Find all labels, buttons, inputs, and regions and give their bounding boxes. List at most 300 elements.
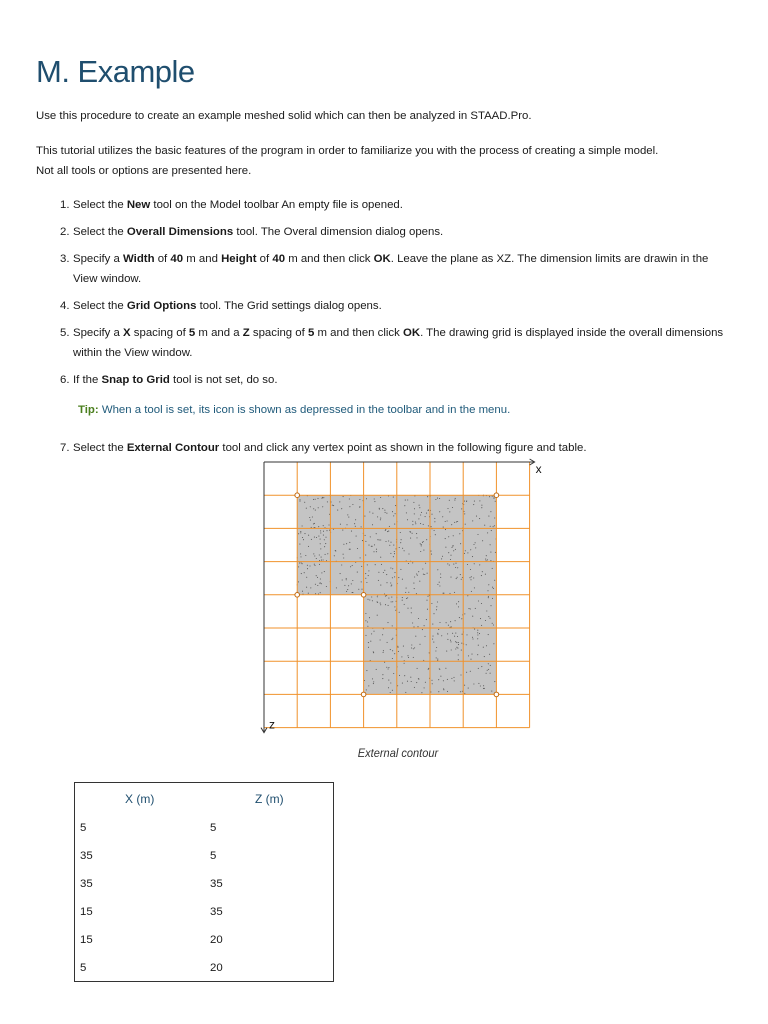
stipple-dot — [426, 539, 427, 540]
stipple-dot — [464, 553, 465, 554]
stipple-dot — [320, 543, 321, 544]
stipple-dot — [490, 673, 491, 674]
stipple-dot — [380, 497, 381, 498]
step-text: . Leave the plane as XZ. The dimension limits are drawin in the View window. — [73, 253, 709, 285]
step-text: of — [154, 253, 171, 265]
stipple-dot — [402, 597, 403, 598]
stipple-dot — [414, 513, 415, 514]
stipple-dot — [317, 498, 318, 499]
stipple-dot — [380, 519, 381, 520]
stipple-dot — [494, 580, 495, 581]
stipple-dot — [426, 513, 427, 514]
stipple-dot — [368, 570, 369, 571]
stipple-dot — [367, 564, 368, 565]
stipple-dot — [410, 538, 411, 539]
stipple-dot — [321, 557, 322, 558]
stipple-dot — [324, 571, 325, 572]
stipple-dot — [313, 523, 314, 524]
stipple-dot — [371, 596, 372, 597]
stipple-dot — [364, 680, 365, 681]
stipple-dot — [337, 510, 338, 511]
stipple-dot — [425, 682, 426, 683]
stipple-dot — [422, 542, 423, 543]
stipple-dot — [344, 585, 345, 586]
stipple-dot — [465, 524, 466, 525]
stipple-dot — [486, 610, 487, 611]
stipple-dot — [428, 525, 429, 526]
step-text: . The drawing grid is displayed inside the overall dimensions within the View window. — [73, 327, 724, 359]
stipple-dot — [384, 510, 385, 511]
stipple-dot — [472, 638, 473, 639]
stipple-dot — [473, 504, 474, 505]
stipple-dot — [391, 585, 392, 586]
stipple-dot — [488, 516, 489, 517]
stipple-dot — [310, 506, 311, 507]
stipple-dot — [411, 608, 412, 609]
stipple-dot — [304, 572, 305, 573]
stipple-dot — [446, 622, 447, 623]
stipple-dot — [402, 683, 403, 684]
stipple-dot — [380, 639, 381, 640]
stipple-dot — [466, 501, 467, 502]
stipple-dot — [405, 692, 406, 693]
stipple-dot — [435, 534, 436, 535]
x-axis-label: x — [535, 462, 542, 476]
stipple-dot — [359, 499, 360, 500]
stipple-dot — [482, 540, 483, 541]
stipple-dot — [390, 692, 391, 693]
stipple-dot — [475, 542, 476, 543]
stipple-dot — [361, 526, 362, 527]
stipple-dot — [490, 665, 491, 666]
stipple-dot — [388, 605, 389, 606]
z-column-header: Z (m) — [255, 792, 284, 806]
stipple-dot — [315, 584, 316, 585]
stipple-dot — [309, 517, 310, 518]
stipple-dot — [364, 516, 365, 517]
step-emphasis: 5 — [188, 327, 196, 339]
stipple-dot — [347, 589, 348, 590]
stipple-dot — [335, 550, 336, 551]
stipple-dot — [464, 685, 465, 686]
stipple-dot — [310, 587, 311, 588]
stipple-dot — [380, 557, 381, 558]
stipple-dot — [389, 526, 390, 527]
step-emphasis: 5 — [307, 327, 315, 339]
stipple-dot — [421, 544, 422, 545]
stipple-dot — [407, 681, 408, 682]
x-value-cell: 35 — [80, 850, 93, 862]
stipple-dot — [488, 597, 489, 598]
stipple-dot — [459, 617, 460, 618]
stipple-dot — [485, 620, 486, 621]
stipple-dot — [372, 546, 373, 547]
stipple-dot — [322, 506, 323, 507]
procedure-step — [36, 438, 726, 458]
stipple-dot — [323, 531, 324, 532]
stipple-dot — [365, 578, 366, 579]
x-column-header: X (m) — [125, 792, 155, 806]
stipple-dot — [315, 499, 316, 500]
stipple-dot — [467, 595, 468, 596]
stipple-dot — [434, 518, 435, 519]
stipple-dot — [456, 578, 457, 579]
step-emphasis: Overall Dimensions — [126, 226, 234, 238]
stipple-dot — [374, 498, 375, 499]
stipple-dot — [343, 557, 344, 558]
step-emphasis: OK — [373, 253, 391, 265]
stipple-dot — [412, 562, 413, 563]
stipple-dot — [372, 678, 373, 679]
stipple-dot — [318, 536, 319, 537]
stipple-dot — [402, 548, 403, 549]
stipple-dot — [398, 577, 399, 578]
stipple-dot — [441, 635, 442, 636]
stipple-dot — [455, 498, 456, 499]
stipple-dot — [458, 644, 459, 645]
stipple-dot — [470, 569, 471, 570]
stipple-dot — [373, 651, 374, 652]
stipple-dot — [377, 596, 378, 597]
stipple-dot — [412, 533, 413, 534]
stipple-dot — [414, 508, 415, 509]
stipple-dot — [445, 538, 446, 539]
stipple-dot — [327, 501, 328, 502]
stipple-dot — [492, 598, 493, 599]
stipple-dot — [384, 570, 385, 571]
stipple-dot — [492, 623, 493, 624]
stipple-dot — [368, 647, 369, 648]
stipple-dot — [298, 581, 299, 582]
stipple-dot — [476, 516, 477, 517]
stipple-dot — [458, 659, 459, 660]
stipple-dot — [388, 667, 389, 668]
stipple-dot — [490, 526, 491, 527]
step-emphasis: Z — [242, 327, 250, 339]
stipple-dot — [431, 603, 432, 604]
stipple-dot — [334, 555, 335, 556]
step-emphasis: OK — [402, 327, 421, 339]
stipple-dot — [461, 508, 462, 509]
stipple-dot — [428, 669, 429, 670]
stipple-dot — [445, 521, 446, 522]
stipple-dot — [413, 626, 414, 627]
stipple-dot — [489, 618, 490, 619]
stipple-dot — [462, 634, 463, 635]
stipple-dot — [351, 531, 352, 532]
stipple-dot — [493, 624, 494, 625]
stipple-dot — [376, 549, 377, 550]
stipple-dot — [324, 546, 325, 547]
stipple-dot — [424, 625, 425, 626]
step-number: 3. — [60, 253, 70, 265]
stipple-dot — [378, 580, 379, 581]
stipple-dot — [390, 682, 391, 683]
stipple-dot — [450, 559, 451, 560]
stipple-dot — [430, 551, 431, 552]
stipple-dot — [468, 655, 469, 656]
step-text: If the — [73, 374, 102, 386]
stipple-dot — [412, 521, 413, 522]
stipple-dot — [401, 539, 402, 540]
stipple-dot — [365, 535, 366, 536]
stipple-dot — [307, 568, 308, 569]
stipple-dot — [349, 498, 350, 499]
stipple-dot — [399, 612, 400, 613]
stipple-dot — [383, 650, 384, 651]
stipple-dot — [449, 500, 450, 501]
stipple-dot — [355, 526, 356, 527]
stipple-dot — [437, 633, 438, 634]
stipple-dot — [316, 558, 317, 559]
stipple-dot — [317, 577, 318, 578]
stipple-dot — [428, 509, 429, 510]
stipple-dot — [320, 548, 321, 549]
stipple-dot — [400, 532, 401, 533]
stipple-dot — [342, 579, 343, 580]
stipple-dot — [451, 626, 452, 627]
stipple-dot — [326, 530, 327, 531]
stipple-dot — [443, 593, 444, 594]
stipple-dot — [435, 499, 436, 500]
stipple-dot — [469, 577, 470, 578]
stipple-dot — [436, 657, 437, 658]
stipple-dot — [300, 556, 301, 557]
stipple-dot — [434, 530, 435, 531]
stipple-dot — [299, 544, 300, 545]
stipple-dot — [414, 588, 415, 589]
stipple-dot — [333, 505, 334, 506]
stipple-dot — [485, 559, 486, 560]
stipple-dot — [366, 689, 367, 690]
step-number: 4. — [60, 300, 70, 312]
contour-grid-diagram — [252, 456, 552, 742]
stipple-dot — [439, 511, 440, 512]
stipple-dot — [319, 554, 320, 555]
stipple-dot — [479, 500, 480, 501]
step-text: of — [256, 253, 273, 265]
stipple-dot — [324, 539, 325, 540]
stipple-dot — [357, 572, 358, 573]
stipple-dot — [491, 691, 492, 692]
stipple-dot — [440, 573, 441, 574]
stipple-dot — [457, 577, 458, 578]
stipple-dot — [392, 577, 393, 578]
stipple-dot — [414, 576, 415, 577]
stipple-dot — [480, 618, 481, 619]
stipple-dot — [431, 680, 432, 681]
stipple-dot — [461, 643, 462, 644]
stipple-dot — [439, 498, 440, 499]
stipple-dot — [404, 505, 405, 506]
stipple-dot — [343, 496, 344, 497]
stipple-dot — [314, 555, 315, 556]
stipple-dot — [490, 560, 491, 561]
x-value-cell: 5 — [80, 822, 87, 834]
stipple-dot — [485, 574, 486, 575]
stipple-dot — [381, 564, 382, 565]
stipple-dot — [439, 585, 440, 586]
stipple-dot — [346, 543, 347, 544]
stipple-dot — [437, 601, 438, 602]
stipple-dot — [370, 641, 371, 642]
stipple-dot — [314, 537, 315, 538]
stipple-dot — [389, 545, 390, 546]
stipple-dot — [387, 622, 388, 623]
stipple-dot — [395, 505, 396, 506]
stipple-dot — [492, 568, 493, 569]
stipple-dot — [388, 598, 389, 599]
stipple-dot — [368, 545, 369, 546]
stipple-dot — [464, 613, 465, 614]
stipple-dot — [451, 524, 452, 525]
stipple-dot — [371, 633, 372, 634]
stipple-dot — [377, 539, 378, 540]
stipple-dot — [380, 604, 381, 605]
stipple-dot — [453, 535, 454, 536]
stipple-dot — [455, 620, 456, 621]
stipple-dot — [455, 633, 456, 634]
step-emphasis: Height — [221, 253, 257, 265]
stipple-dot — [418, 678, 419, 679]
step-number: 6. — [60, 374, 70, 386]
stipple-dot — [359, 506, 360, 507]
stipple-dot — [386, 574, 387, 575]
step-emphasis: Width — [123, 253, 155, 265]
stipple-dot — [314, 564, 315, 565]
stipple-dot — [419, 644, 420, 645]
stipple-dot — [368, 575, 369, 576]
stipple-dot — [388, 531, 389, 532]
stipple-dot — [369, 599, 370, 600]
stipple-dot — [346, 524, 347, 525]
stipple-dot — [439, 582, 440, 583]
stipple-dot — [417, 626, 418, 627]
step-text: Select the — [73, 199, 127, 211]
stipple-dot — [479, 518, 480, 519]
stipple-dot — [481, 603, 482, 604]
step-text: spacing of — [249, 327, 308, 339]
stipple-dot — [450, 577, 451, 578]
stipple-dot — [448, 625, 449, 626]
stipple-dot — [474, 501, 475, 502]
z-value-cell: 20 — [210, 962, 223, 974]
stipple-dot — [453, 564, 454, 565]
procedure-step — [36, 222, 726, 242]
stipple-dot — [419, 505, 420, 506]
stipple-dot — [472, 520, 473, 521]
stipple-dot — [471, 591, 472, 592]
vertex-coordinate-table — [74, 782, 334, 982]
stipple-dot — [306, 587, 307, 588]
stipple-dot — [386, 667, 387, 668]
stipple-dot — [320, 532, 321, 533]
stipple-dot — [457, 648, 458, 649]
stipple-dot — [410, 677, 411, 678]
stipple-dot — [493, 526, 494, 527]
stipple-dot — [398, 651, 399, 652]
stipple-dot — [390, 542, 391, 543]
stipple-dot — [413, 648, 414, 649]
stipple-dot — [376, 669, 377, 670]
stipple-dot — [483, 647, 484, 648]
stipple-dot — [358, 589, 359, 590]
step-text: tool. The Overal dimension dialog opens. — [233, 226, 444, 238]
stipple-dot — [413, 502, 414, 503]
stipple-dot — [302, 525, 303, 526]
stipple-dot — [323, 497, 324, 498]
stipple-dot — [385, 596, 386, 597]
stipple-dot — [321, 560, 322, 561]
stipple-dot — [349, 542, 350, 543]
stipple-dot — [406, 598, 407, 599]
stipple-dot — [376, 533, 377, 534]
stipple-dot — [443, 680, 444, 681]
stipple-dot — [457, 521, 458, 522]
stipple-dot — [438, 629, 439, 630]
stipple-dot — [492, 496, 493, 497]
stipple-dot — [392, 638, 393, 639]
stipple-dot — [388, 540, 389, 541]
stipple-dot — [343, 544, 344, 545]
tip-label: Tip: — [78, 404, 99, 416]
stipple-dot — [421, 545, 422, 546]
stipple-dot — [438, 679, 439, 680]
stipple-dot — [491, 530, 492, 531]
stipple-dot — [411, 647, 412, 648]
stipple-dot — [391, 597, 392, 598]
stipple-dot — [436, 606, 437, 607]
stipple-dot — [380, 585, 381, 586]
stipple-dot — [457, 636, 458, 637]
stipple-dot — [490, 544, 491, 545]
z-value-cell: 5 — [210, 822, 217, 834]
stipple-dot — [380, 539, 381, 540]
stipple-dot — [340, 573, 341, 574]
stipple-dot — [447, 679, 448, 680]
stipple-dot — [300, 553, 301, 554]
stipple-dot — [349, 506, 350, 507]
stipple-dot — [422, 568, 423, 569]
stipple-dot — [468, 608, 469, 609]
stipple-dot — [432, 683, 433, 684]
stipple-dot — [392, 690, 393, 691]
stipple-dot — [348, 585, 349, 586]
stipple-dot — [391, 639, 392, 640]
stipple-dot — [477, 632, 478, 633]
stipple-dot — [478, 600, 479, 601]
stipple-dot — [412, 622, 413, 623]
stipple-dot — [462, 691, 463, 692]
stipple-dot — [316, 575, 317, 576]
stipple-dot — [482, 571, 483, 572]
stipple-dot — [301, 573, 302, 574]
stipple-dot — [493, 498, 494, 499]
stipple-dot — [456, 642, 457, 643]
stipple-dot — [316, 537, 317, 538]
tutorial-paragraph-line-1: This tutorial utilizes the basic features of the program in order to familiarize you with the process of creating a simple model. — [36, 145, 659, 157]
stipple-dot — [320, 582, 321, 583]
procedure-step — [36, 370, 726, 390]
step-number: 7. — [60, 442, 70, 454]
stipple-dot — [392, 650, 393, 651]
stipple-dot — [481, 625, 482, 626]
stipple-dot — [431, 554, 432, 555]
stipple-dot — [380, 518, 381, 519]
stipple-dot — [392, 625, 393, 626]
stipple-dot — [365, 635, 366, 636]
stipple-dot — [436, 647, 437, 648]
